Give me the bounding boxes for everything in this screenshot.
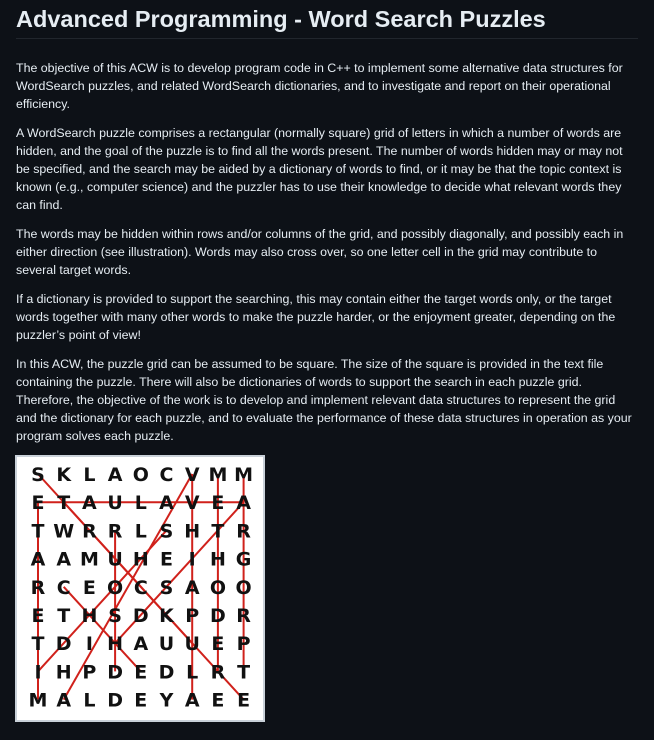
grid-letter: D — [55, 633, 72, 656]
grid-letter: M — [234, 464, 254, 486]
paragraph-objective: The objective of this ACW is to develop program code in C++ to implement some alternative data structures for WordSearch puzzles, and related WordSearch dictionaries, and to investigate and report on their operational efficiency. — [16, 61, 623, 111]
grid-letter: T — [237, 661, 251, 684]
grid-letter: S — [159, 576, 174, 599]
grid-letter: U — [107, 492, 123, 515]
grid-letter: S — [31, 464, 45, 486]
grid-letter: T — [211, 520, 225, 543]
grid-letter: A — [159, 492, 174, 515]
grid-letter: T — [31, 520, 45, 543]
grid-letter: A — [184, 576, 200, 599]
grid-letter: H — [184, 520, 201, 543]
grid-letter: E — [211, 492, 225, 515]
grid-letter: R — [236, 605, 251, 627]
grid-letter: H — [209, 548, 226, 571]
grid-letter: C — [56, 576, 71, 599]
grid-letter: R — [107, 520, 123, 543]
grid-letter: G — [235, 548, 252, 571]
grid-letter: L — [83, 689, 96, 712]
paragraph-dictionary: If a dictionary is provided to support the searching, this may contain either the target words only, or the target words together with many other words to make the puzzle harder, or the enjoyment greater, depending on the puzzler’s point of view! — [16, 292, 616, 342]
grid-letter: P — [185, 605, 200, 627]
grid-letter: E — [160, 548, 173, 571]
grid-letter: E — [134, 689, 148, 712]
grid-letter: A — [56, 548, 72, 571]
grid-letter: Y — [159, 689, 174, 712]
grid-letter: D — [107, 689, 123, 712]
grid-letter: A — [184, 689, 200, 712]
grid-letter: E — [31, 605, 45, 627]
grid-letter: L — [83, 464, 96, 486]
grid-letter: L — [134, 492, 147, 515]
grid-letter: E — [134, 661, 148, 684]
grid-letter: A — [56, 689, 72, 712]
grid-letter: A — [30, 548, 46, 571]
grid-letter: L — [134, 520, 147, 543]
grid-letter: M — [208, 464, 228, 486]
grid-letter: T — [57, 605, 71, 627]
paragraph-word-directions: The words may be hidden within rows and/or columns of the grid, and possibly diagonally, and possibly each in either direction (see illustration). Words may also cross over, so one letter cell in the grid may contribute to several target words. — [16, 227, 624, 277]
grid-letter: R — [236, 520, 251, 543]
grid-letter: P — [82, 661, 97, 684]
grid-letter: A — [236, 492, 251, 515]
grid-letter: T — [31, 633, 45, 656]
grid-letter: R — [82, 520, 97, 543]
grid-letter: T — [57, 492, 71, 515]
grid-letter: A — [133, 633, 149, 656]
grid-letter: O — [235, 576, 252, 599]
grid-letter: K — [159, 605, 174, 627]
grid-letter: O — [107, 576, 124, 599]
grid-letter: A — [107, 464, 123, 486]
grid-letter: L — [186, 661, 199, 684]
grid-letter: K — [56, 464, 72, 486]
grid-letter: P — [236, 633, 251, 656]
grid-letter: E — [82, 576, 96, 599]
grid-letter: D — [210, 605, 226, 627]
grid-letter: E — [211, 689, 225, 712]
grid-letter: U — [184, 633, 200, 656]
grid-letter: V — [184, 464, 200, 486]
grid-letter: A — [82, 492, 97, 515]
grid-letter: O — [132, 464, 149, 486]
grid-letter: D — [132, 605, 149, 627]
grid-letter: R — [30, 576, 46, 599]
grid-letter: I — [85, 633, 93, 656]
word-search-grid — [17, 457, 263, 720]
grid-letter: D — [107, 661, 123, 684]
grid-letter: U — [158, 633, 175, 656]
grid-letter: E — [211, 633, 225, 656]
grid-letter: I — [34, 661, 42, 684]
grid-letter: H — [132, 548, 149, 571]
grid-letter: V — [184, 492, 200, 515]
grid-letter: M — [79, 548, 99, 571]
grid-letter: H — [107, 633, 124, 656]
grid-letter: E — [237, 689, 251, 712]
word-search-illustration — [15, 455, 265, 722]
grid-letter: S — [108, 605, 122, 627]
grid-letter: D — [158, 661, 175, 684]
grid-letter: U — [107, 548, 123, 571]
paragraph-puzzle-definition: A WordSearch puzzle comprises a rectangular (normally square) grid of letters in which a number of words are hidden, and the goal of the puzzle is to find all the words present. The number of words hidden may or may not be specified, and the search may be aided by a dictionary of words to find, or it may be that the topic context is known (e.g., computer science) and the puzzler has to use their knowledge to decide what relevant words they can find. — [16, 126, 623, 212]
grid-letter: C — [159, 464, 174, 486]
grid-letter: R — [210, 661, 226, 684]
grid-letter: C — [133, 576, 148, 599]
grid-letter: H — [55, 661, 72, 684]
grid-letter: H — [81, 605, 98, 627]
grid-letter: O — [209, 576, 226, 599]
grid-letter: S — [159, 520, 174, 543]
grid-letter: W — [53, 520, 75, 543]
grid-letter: M — [28, 689, 48, 712]
page-title: Advanced Programming - Word Search Puzzles — [16, 0, 638, 39]
grid-letter: I — [188, 548, 196, 571]
paragraph-acw-scope: In this ACW, the puzzle grid can be assumed to be square. The size of the square is provided in the text file containing the puzzle. There will also be dictionaries of words to support the search in each puzzle grid. Therefore, the objective of the work is to develop and implement relevant data structures to represent the grid and the dictionary for each puzzle, and to evaluate the performance of these data structures in operation as your program solves each puzzle. — [16, 357, 632, 443]
grid-letter: E — [31, 492, 45, 515]
